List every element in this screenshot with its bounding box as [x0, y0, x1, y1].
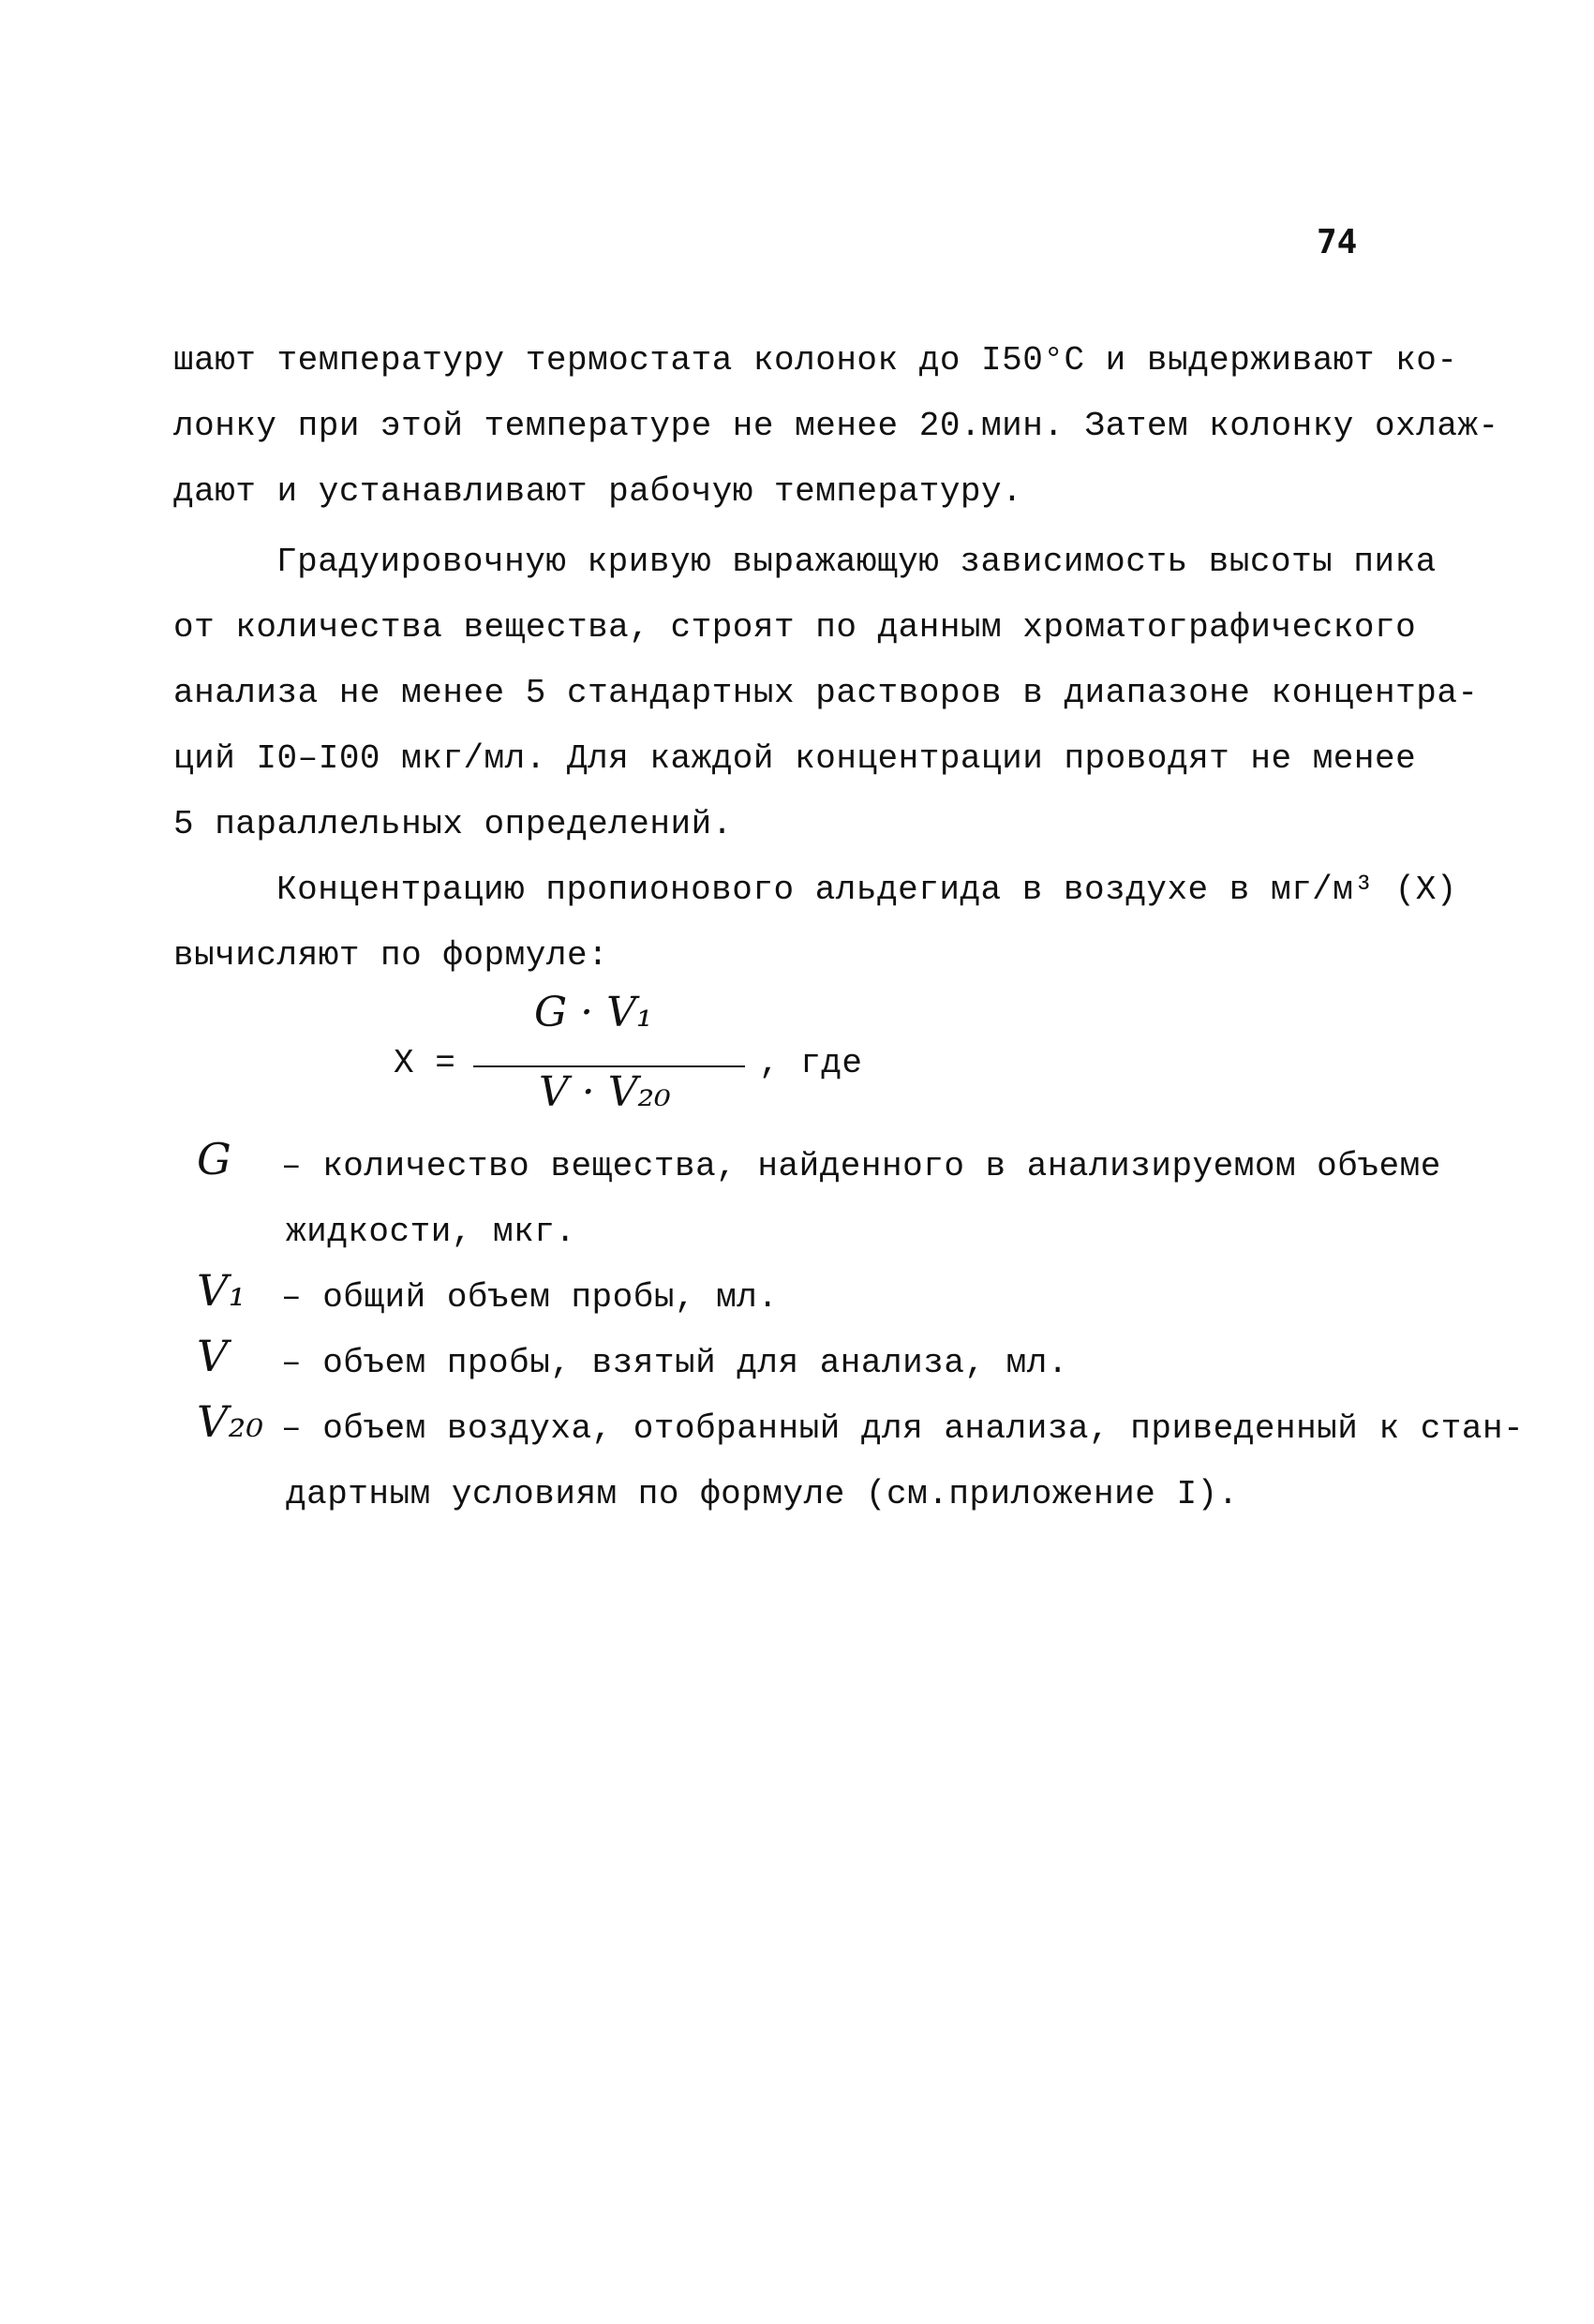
definition-symbol: V	[197, 1331, 229, 1381]
definition-text: – общий объем пробы, мл.	[281, 1278, 779, 1317]
formula-lhs: X =	[394, 1044, 456, 1082]
paragraph-1	[173, 328, 1499, 525]
formula-numerator: G · V₁	[534, 989, 653, 1036]
paragraph-line: 5 параллельных определений.	[173, 805, 733, 843]
paragraph-line: шают температуру термостата колонок до I50°С и выдерживают ко-	[173, 341, 1458, 380]
definition-symbol: V₂₀	[197, 1396, 264, 1447]
paragraph-line: Концентрацию пропионового альдегида в воздухе в мг/м³ (X)	[276, 871, 1457, 909]
paragraph-line: ций I0–I00 мкг/мл. Для каждой концентрации проводят не менее	[173, 739, 1417, 778]
paragraph-line: анализа не менее 5 стандартных растворов в диапазоне концентра-	[173, 674, 1479, 712]
paragraph-line: лонку при этой температуре не менее 20.мин. Затем колонку охлаж-	[173, 407, 1499, 445]
paragraph-line: от количества вещества, строят по данным хроматографического	[173, 608, 1417, 647]
formula	[394, 989, 881, 1129]
definition-text: – количество вещества, найденного в анализируемом объеме	[281, 1147, 1441, 1185]
paragraph-line: дают и устанавливают рабочую температуру.	[173, 472, 1023, 511]
formula-suffix: , где	[759, 1044, 863, 1082]
page-number: 74	[1317, 223, 1358, 261]
paragraph-3	[173, 857, 1457, 989]
fraction-bar	[473, 1065, 745, 1067]
definition-text: – объем пробы, взятый для анализа, мл.	[281, 1344, 1068, 1382]
definition-text: дартным условиям по формуле (см.приложение I).	[286, 1475, 1239, 1513]
definition-text: жидкости, мкг.	[286, 1213, 576, 1251]
definition-text: – объем воздуха, отобранный для анализа, приведенный к стан-	[281, 1409, 1525, 1448]
formula-denominator: V · V₂₀	[539, 1068, 671, 1116]
paragraph-line: вычисляют по формуле:	[173, 936, 609, 975]
definition-symbol: V₁	[197, 1265, 246, 1316]
paragraph-line: Градуировочную кривую выражающую зависимость высоты пика	[276, 543, 1437, 581]
definition-symbol: G	[197, 1134, 232, 1184]
paragraph-2	[173, 529, 1479, 857]
